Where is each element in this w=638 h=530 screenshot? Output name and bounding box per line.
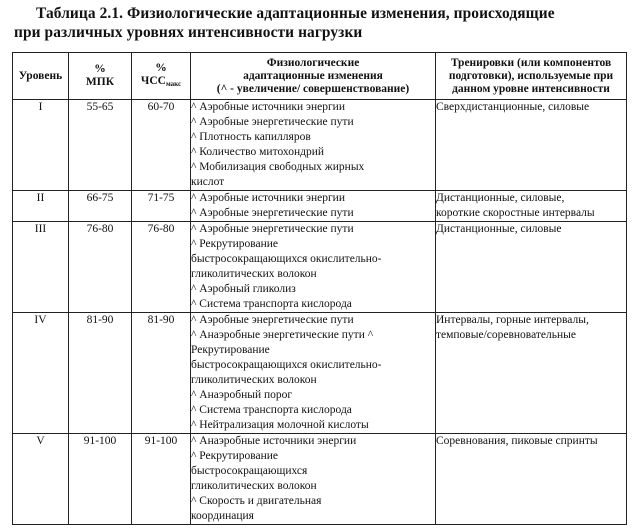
hr-cell: 76-80: [132, 222, 191, 313]
training-cell: Сверхдистанционные, силовые: [436, 100, 627, 191]
header-training: Тренировки (или компонентов подготовки), используемые при данном уровне интенсивности: [436, 53, 627, 100]
vo2-cell: 76-80: [69, 222, 132, 313]
table-row: [13, 222, 627, 313]
header-level: Уровень: [13, 53, 69, 100]
header-hrmax: % $ЧСС_{макс}$: [132, 53, 191, 100]
training-cell: Соревнования, пиковые спринты: [436, 434, 627, 525]
caption-line-1: Таблица 2.1. Физиологические адаптационные изменения, происходящие: [36, 5, 555, 22]
vo2-cell: 81-90: [69, 313, 132, 434]
table-row: [13, 191, 627, 222]
hr-cell: 60-70: [132, 100, 191, 191]
level-cell: III: [13, 222, 69, 313]
vo2-cell: 55-65: [69, 100, 132, 191]
header-physiological-changes: Физиологические адаптационные изменения (^ - увеличение/ совершенствование): [191, 53, 436, 100]
table-row: [13, 313, 627, 434]
changes-cell: ^ Аэробные источники энергии ^ Аэробные энергетические пути: [191, 191, 436, 222]
level-cell: IV: [13, 313, 69, 434]
hr-cell: 91-100: [132, 434, 191, 525]
level-cell: II: [13, 191, 69, 222]
adaptation-table: [12, 52, 627, 525]
hr-cell: 71-75: [132, 191, 191, 222]
header-vo2max: % МПК: [69, 53, 132, 100]
changes-cell: ^ Аэробные энергетические пути ^ Рекрутирование быстросокращающихся окислительно- гликолитических волокон ^ Аэробный гликолиз ^ Система транспорта кислорода: [191, 222, 436, 313]
training-cell: Дистанционные, силовые: [436, 222, 627, 313]
changes-cell: ^ Аэробные источники энергии ^ Аэробные энергетические пути ^ Плотность капилляров ^ Количество митохондрий ^ Мобилизация свободных жирных кислот: [191, 100, 436, 191]
vo2-cell: 91-100: [69, 434, 132, 525]
training-cell: Дистанционные, силовые, короткие скоростные интервалы: [436, 191, 627, 222]
header-row: [13, 53, 627, 100]
table-caption: [14, 4, 626, 42]
caption-line-2: при различных уровнях интенсивности нагрузки: [14, 24, 363, 41]
hr-cell: 81-90: [132, 313, 191, 434]
table-row: [13, 434, 627, 525]
level-cell: V: [13, 434, 69, 525]
table-row: [13, 100, 627, 191]
vo2-cell: 66-75: [69, 191, 132, 222]
changes-cell: ^ Аэробные энергетические пути ^ Анаэробные энергетические пути ^ Рекрутирование быстросокращающихся окислительно- гликолитических волокон ^ Анаэробный порог ^ Система транспорта кислорода ^ Нейтрализация молочной кислоты: [191, 313, 436, 434]
training-cell: Интервалы, горные интервалы, темповые/соревновательные: [436, 313, 627, 434]
changes-cell: ^ Анаэробные источники энергии ^ Рекрутирование быстросокращающихся гликолитических волокон ^ Скорость и двигательная координация: [191, 434, 436, 525]
level-cell: I: [13, 100, 69, 191]
